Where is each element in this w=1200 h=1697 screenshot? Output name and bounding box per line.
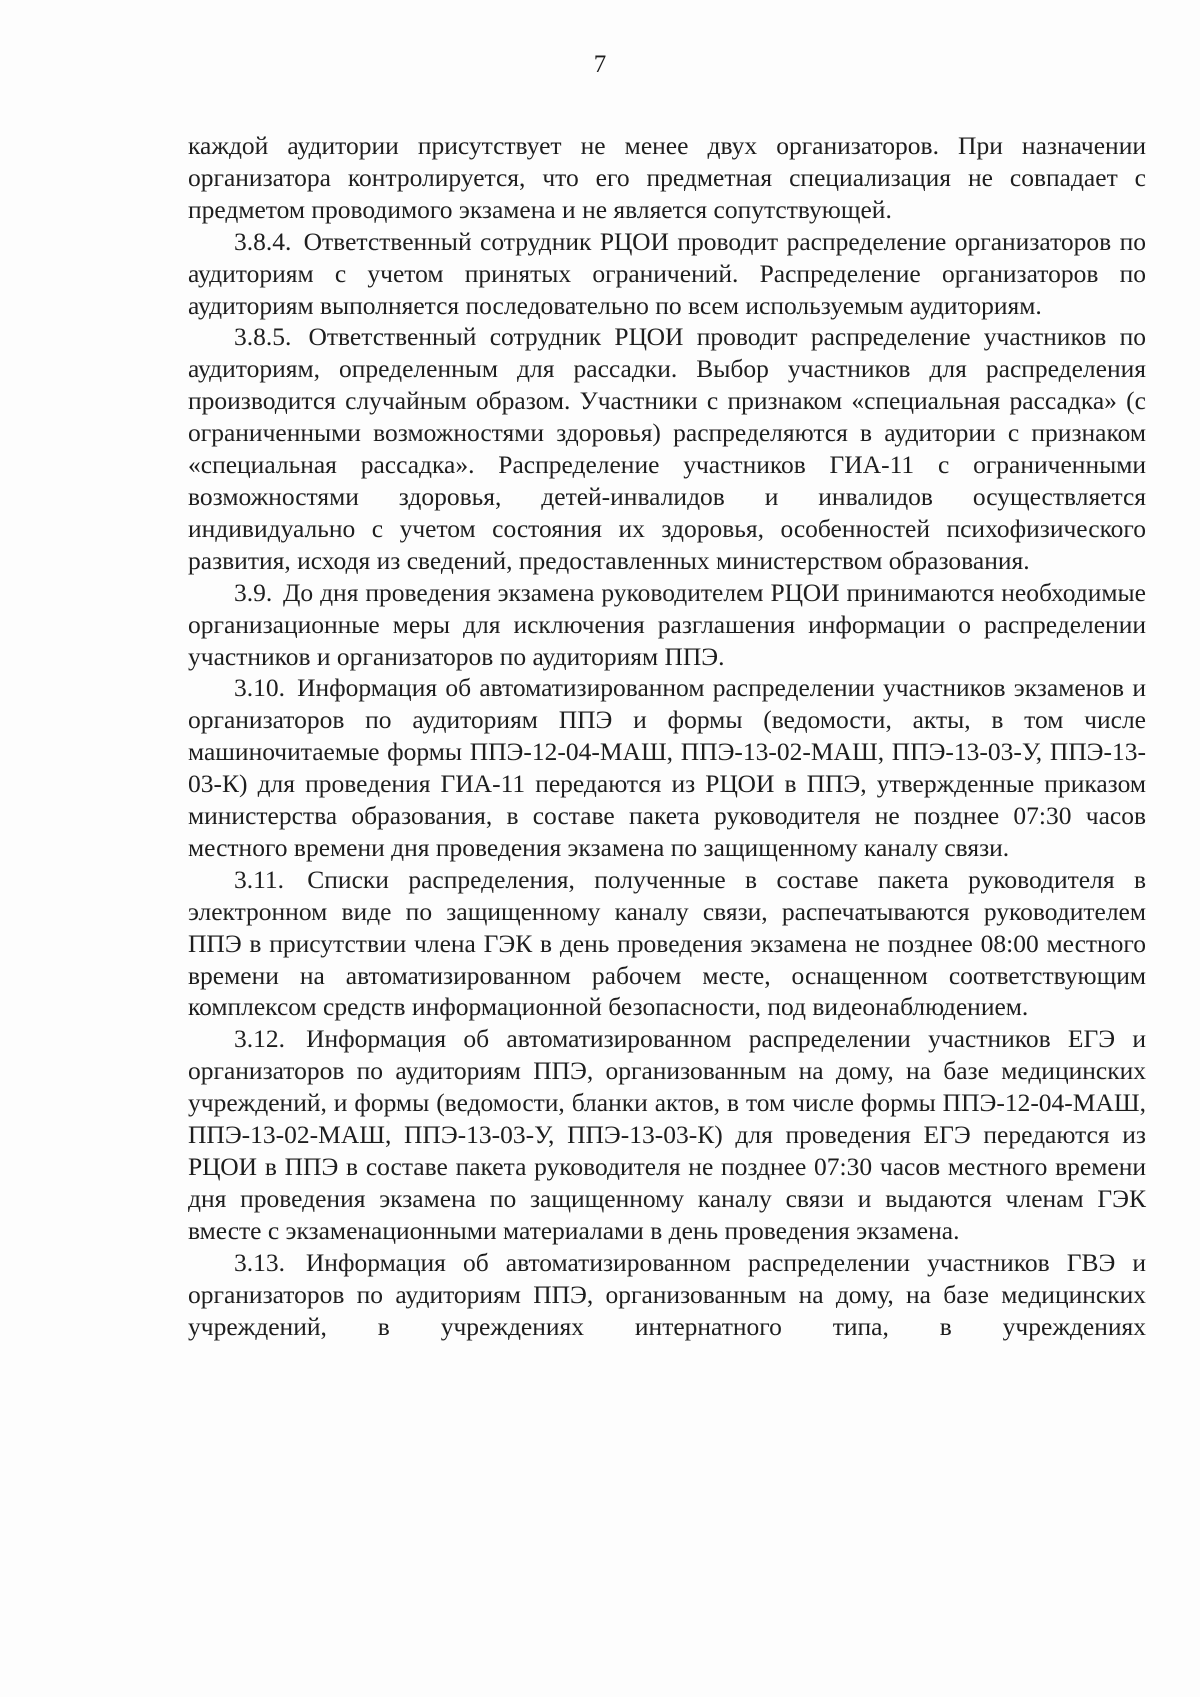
paragraph-number: 3.10. (234, 673, 285, 703)
paragraph-3-13 (188, 1247, 1146, 1343)
paragraph-continued (188, 130, 1146, 226)
paragraph-text: Информация об автоматизированном распределении участников ГВЭ и организаторов по аудиториям ППЭ, организованным на дому, на базе медицинских учреждений, в учреждениях интернатного типа, в учреждениях (188, 1247, 1147, 1341)
paragraph-3-8-4 (188, 226, 1146, 322)
paragraph-number: 3.8.5. (234, 322, 292, 352)
paragraph-3-12 (188, 1023, 1146, 1246)
paragraph-text: Списки распределения, полученные в составе пакета руководителя в электронном виде по защищенному каналу связи, распечатываются руководителем ППЭ в присутствии члена ГЭК в день проведения экзамена не позднее 08:00 местного времени на автоматизированном рабочем месте, оснащенном соответствующим комплексом средств информационной безопасности, под видеонаблюдением. (188, 864, 1146, 1022)
paragraph-3-8-5 (188, 321, 1146, 576)
paragraph-3-11 (188, 864, 1146, 1024)
paragraph-text: Информация об автоматизированном распределении участников ЕГЭ и организаторов по аудиториям ППЭ, организованным на дому, на базе медицинских учреждений, и формы (ведомости, бланки актов, в том числе формы ППЭ-12-04-МАШ, ППЭ-13-02-МАШ, ППЭ-13-03-У, ППЭ-13-03-К) для проведения ЕГЭ передаются из РЦОИ в ППЭ в составе пакета руководителя не позднее 07:30 часов местного времени дня проведения экзамена по защищенному каналу связи и выдаются членам ГЭК вместе с экзаменационными материалами в день проведения экзамена. (188, 1024, 1146, 1245)
paragraph-text: Ответственный сотрудник РЦОИ проводит распределение участников по аудиториям, определенным для рассадки. Выбор участников для распределения производится случайным образом. Участники с признаком «специальная рассадка» (с ограниченными возможностями здоровья) распределяются в аудитории с признаком «специальная рассадка». Распределение участников ГИА-11 с ограниченными возможностями здоровья, детей-инвалидов и инвалидов осуществляется индивидуально с учетом состояния их здоровья, особенностей психофизического развития, исходя из сведений, предоставленных министерством образования. (188, 322, 1147, 575)
document-body (188, 130, 1146, 1342)
paragraph-number: 3.9. (234, 577, 273, 607)
paragraph-text: До дня проведения экзамена руководителем РЦОИ принимаются необходимые организационные меры для исключения разглашения информации о распределении участников и организаторов по аудиториям ППЭ. (188, 577, 1146, 671)
paragraph-text: каждой аудитории присутствует не менее двух организаторов. При назначении организатора контролируется, что его предметная специализация не совпадает с предметом проводимого экзамена и не является сопутствующей. (188, 131, 1146, 224)
paragraph-text: Ответственный сотрудник РЦОИ проводит распределение организаторов по аудиториям с учетом принятых ограничений. Распределение организаторов по аудиториям выполняется последовательно по всем используемым аудиториям. (188, 226, 1146, 320)
paragraph-number: 3.11. (234, 864, 285, 894)
paragraph-3-10 (188, 672, 1146, 863)
paragraph-number: 3.8.4. (234, 226, 292, 256)
paragraph-3-9 (188, 577, 1146, 673)
paragraph-number: 3.12. (234, 1024, 285, 1054)
page-number: 7 (593, 51, 607, 78)
paragraph-number: 3.13. (234, 1247, 285, 1277)
paragraph-text: Информация об автоматизированном распределении участников экзаменов и организаторов по аудиториям ППЭ и формы (ведомости, акты, в том числе машиночитаемые формы ППЭ-12-04-МАШ, ППЭ-13-02-МАШ, ППЭ-13-03-У, ППЭ-13-03-К) для проведения ГИА-11 передаются из РЦОИ в ППЭ, утвержденные приказом министерства образования, в составе пакета руководителя не позднее 07:30 часов местного времени дня проведения экзамена по защищенному каналу связи. (188, 673, 1146, 862)
